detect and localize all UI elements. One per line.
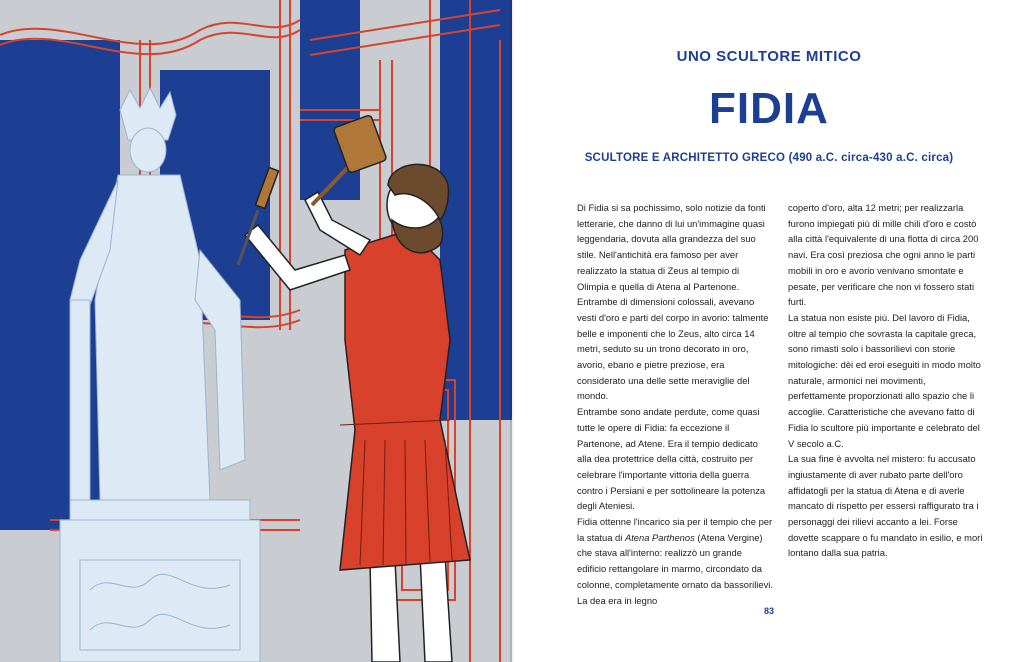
page-title: FIDIA [709,84,829,133]
paragraph [577,514,773,608]
paragraph: coperto d'oro, alta 12 metri; per realizzarla furono impiegati più di mille chili d'oro e costò alla città l'equivalente di una flotta di circa 200 navi. Era così preziosa che ogni anno le parti mobili in oro e avorio venivano smontate e pesate, per verificare che non vi fossero stati furti. [788,202,979,308]
text-column-right [788,200,984,561]
italic-title: Atena Parthenos [624,531,695,543]
paragraph: Di Fidia si sa pochissimo, solo notizie da fonti letterarie, che danno di lui un'immagine quasi leggendaria, dovuta alla grandezza del suo stile. Nell'antichità era famoso per aver realizzato la statua di Zeus al tempio di Olimpia e quella di Atena al Partenone. Entrambe di dimensioni colossali, avevano vesti d'oro e parti del corpo in avorio: talmente belle e imponenti che lo Zeus, alto circa 14 metri, seduto su un trono decorato in oro, avorio, ebano e pietre preziose, era considerato una delle sette meraviglie del mondo. [577,202,769,402]
text-run: (Atena Vergine) che stava all'interno: realizzò un grande edificio rettangolare in marmo, circondato da colonne, completamente ornato da bassorilievi. La dea era in legno [577,531,773,606]
text-run: Fidia ottenne l'incarico sia per il tempio che per la statua di [577,516,773,543]
text-column-left [577,200,773,608]
paragraph: Entrambe sono andate perdute, come quasi tutte le opere di Fidia: fa eccezione il Partenone, ad Atene. Era il tempio dedicato alla dea protettrice della città, costruito per celebrare l'importante vittoria della guerra contro i Persiani e per sottolineare la potenza degli Ateniesi. [577,406,766,512]
page-number: 83 [763,606,774,616]
text-page [514,0,1024,662]
page-subtitle: SCULTORE E ARCHITETTO GRECO (490 a.C. circa-430 a.C. circa) [584,152,954,164]
section-kicker: UNO SCULTORE MITICO [676,48,862,65]
paragraph: La statua non esiste più. Del lavoro di Fidia, oltre al tempio che sovrasta la capitale greca, sono rimasti solo i bassorilievi con storie mitologiche: dèi ed eroi eseguiti in modo molto naturale, armonici nei movimenti, perfettamente proporzionati allo spazio che li accoglie. Caratteristiche che avevano fatto di Fidia lo scultore più importante e celebrato del V secolo a.C. [788,311,981,449]
paragraph: La sua fine è avvolta nel mistero: fu accusato ingiustamente di aver rubato parte dell'oro affidatogli per la statua di Atena e di averle mancato di rispetto per essersi raffigurato tra i personaggi dei rilievi accanto a lei. Forse dovette scappare o fu mandato in esilio, e morì lontano dalla sua patria. [788,453,983,559]
